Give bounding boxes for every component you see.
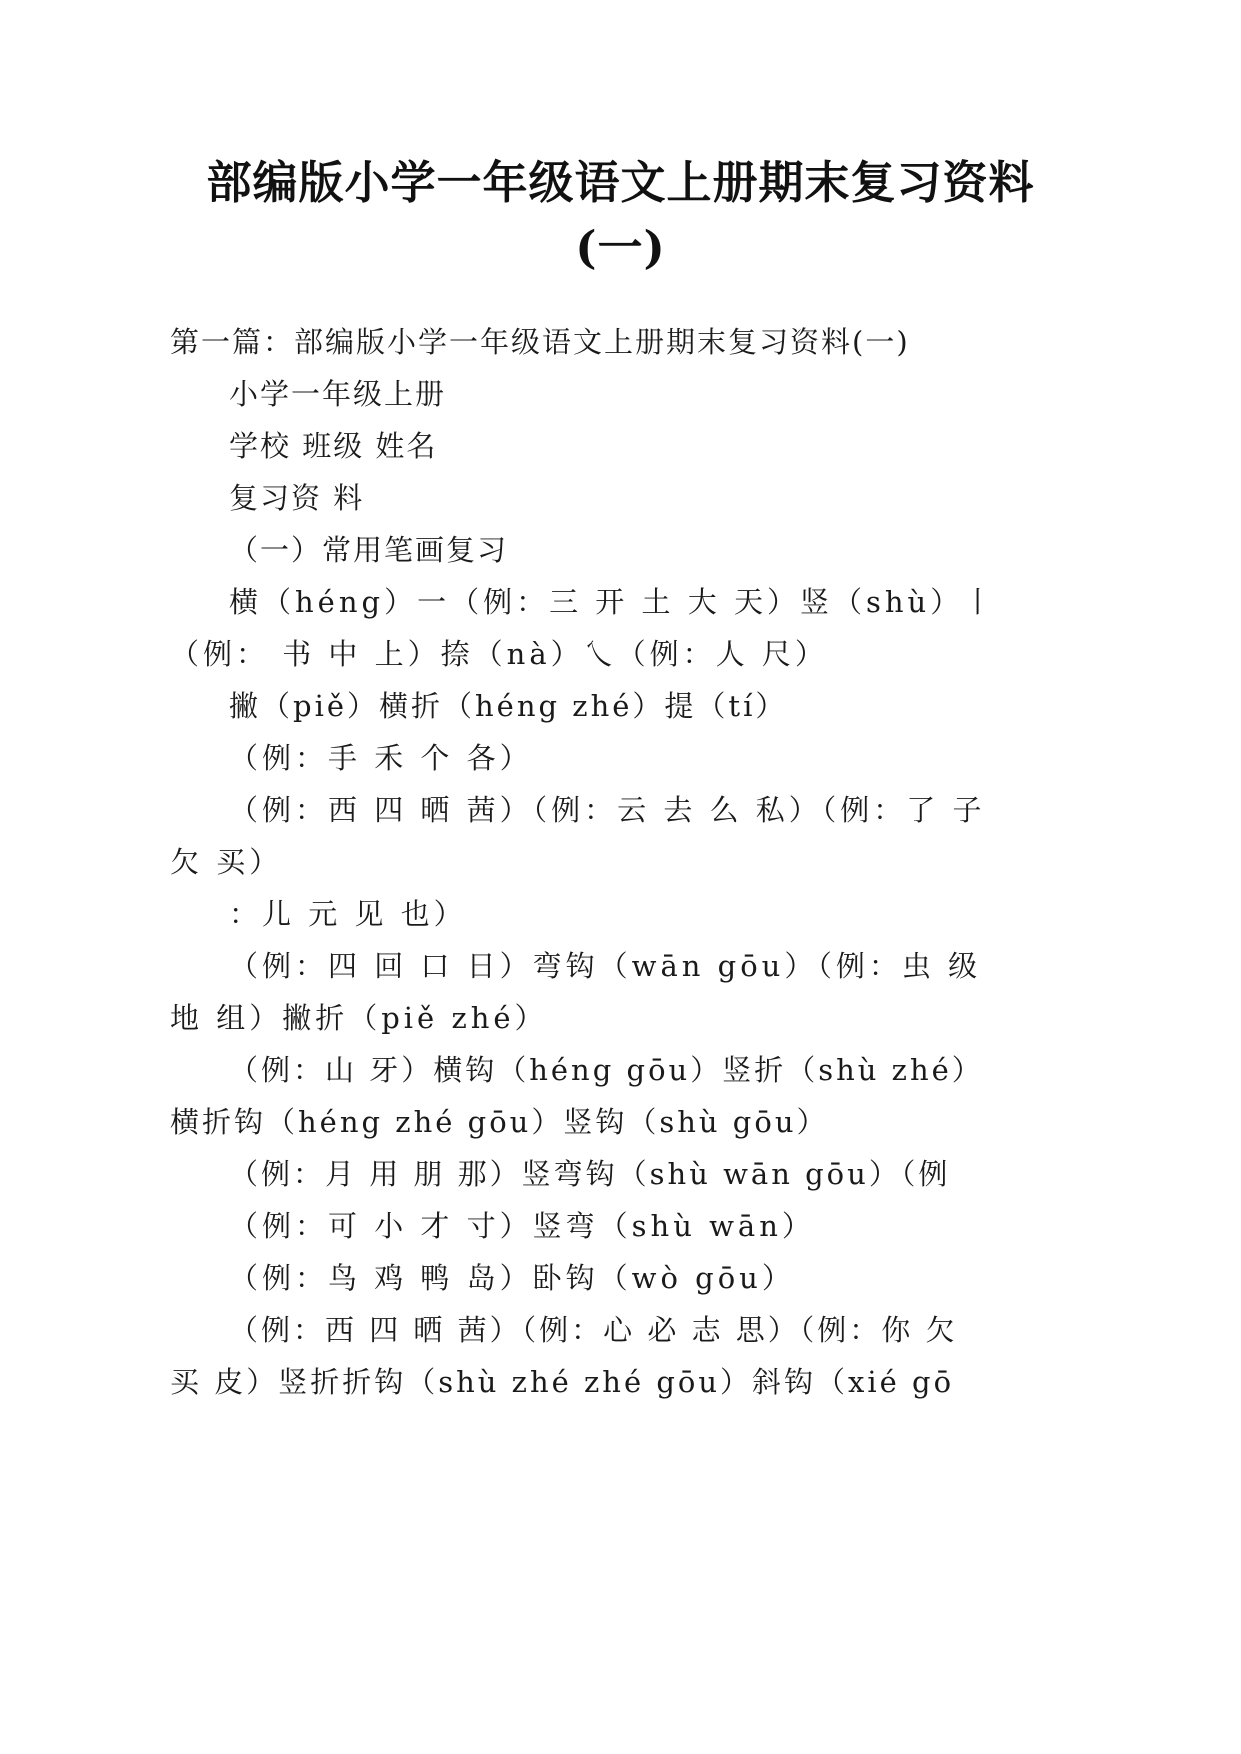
- document-title-line-2: (一): [575, 221, 666, 274]
- body-line: 学校 班级 姓名: [229, 429, 438, 463]
- body-line: 撇（piě）横折（héng zhé）提（tí）: [229, 689, 788, 723]
- body-line: （例：鸟 鸡 鸭 岛）卧钩（wò gōu）: [229, 1261, 795, 1295]
- body-line: （例： 书 中 上）捺（nà）乀（例：人 尺）: [170, 637, 828, 671]
- body-line: 横（héng）一（例：三 开 土 大 天）竖（shù）丨: [229, 585, 997, 619]
- body-line: （例：月 用 朋 那）竖弯钩（shù wān gōu）（例: [229, 1157, 951, 1191]
- body-line: 小学一年级上册: [229, 377, 447, 411]
- body-line: 买 皮）竖折折钩（shù zhé zhé gōu）斜钩（xié gō: [170, 1365, 955, 1399]
- body-line: （例：四 回 口 日）弯钩（wān gōu）（例：虫 级: [229, 949, 982, 983]
- body-line: 地 组）撇折（piě zhé）: [170, 1001, 548, 1035]
- body-line: （例：西 四 晒 茜）（例：心 必 志 思）（例：你 欠: [229, 1313, 958, 1347]
- body-line: 复习资 料: [229, 481, 365, 515]
- body-line: （例：西 四 晒 茜）（例：云 去 么 私）（例：了 子: [229, 793, 986, 827]
- body-line: 欠 买）: [170, 845, 283, 879]
- body-line: （一）常用笔画复习: [229, 533, 509, 567]
- body-line: （例：可 小 才 寸）竖弯（shù wān）: [229, 1209, 815, 1243]
- body-line: 第一篇：部编版小学一年级语文上册期末复习资料(一): [170, 325, 910, 359]
- body-line: ：儿 元 见 也）: [229, 897, 467, 931]
- body-line: 横折钩（héng zhé gōu）竖钩（shù gōu）: [170, 1105, 829, 1139]
- body-line: （例：手 禾 个 各）: [229, 741, 533, 775]
- document-title-line-1: 部编版小学一年级语文上册期末复习资料: [206, 156, 1035, 209]
- body-line: （例：山 牙）横钩（héng gōu）竖折（shù zhé）: [229, 1053, 984, 1087]
